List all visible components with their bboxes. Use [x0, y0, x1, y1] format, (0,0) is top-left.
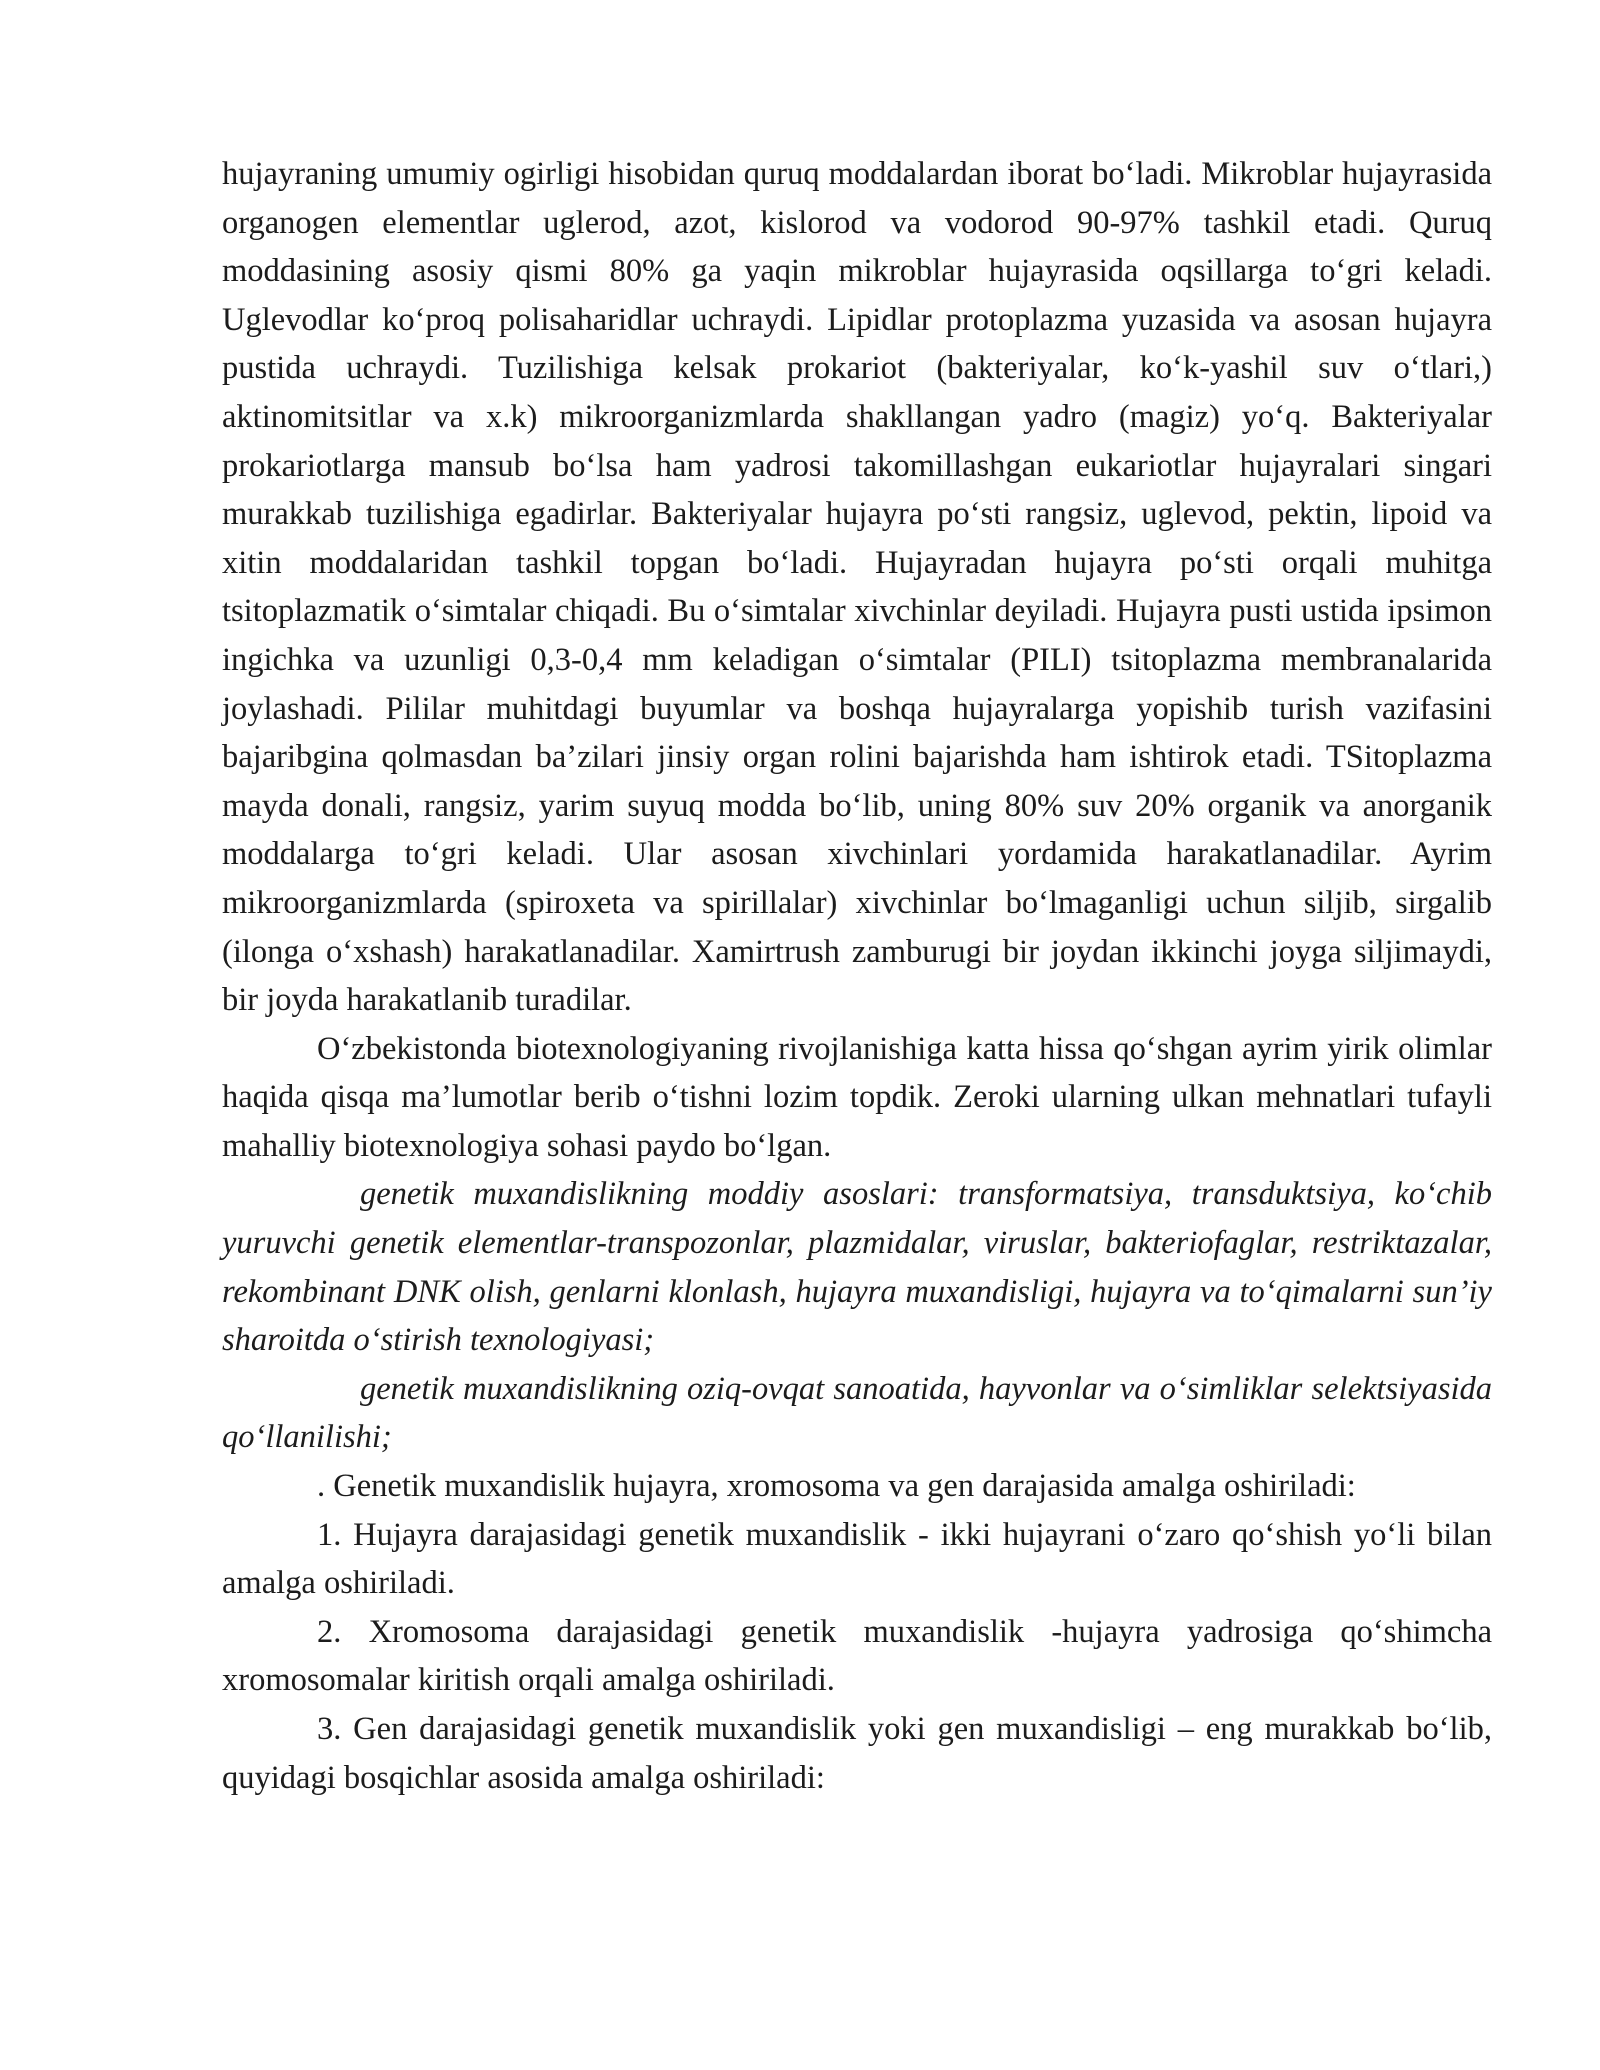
paragraph-genetic-engineering-basics: genetik muxandislikning moddiy asoslari: transformatsiya, transduktsiya, ko‘chib yuruvchi genetik elementlar-transpozonlar, plazmidalar, viruslar, bakteriofaglar, restriktazalar, rekombinant DNK olish, genlarni klonlash, hujayra muxandisligi, hujayra va to‘qimalarni sun’iy sharoitda o‘stirish texnologiyasi; [222, 1176, 1492, 1359]
document-page [222, 150, 1492, 1802]
list-item-chromosome-level: 2. Xromosoma darajasidagi genetik muxandislik -hujayra yadrosiga qo‘shimcha xromosomalar kiritish orqali amalga oshiriladi. [222, 1613, 1492, 1699]
list-item-gene-level: 3. Gen darajasidagi genetik muxandislik yoki gen muxandisligi – eng murakkab bo‘lib, quyidagi bosqichlar asosida amalga oshiriladi: [222, 1711, 1492, 1796]
list-item-cell-level: 1. Hujayra darajasidagi genetik muxandislik - ikki hujayrani o‘zaro qo‘shish yo‘li bilan amalga oshiriladi. [222, 1516, 1492, 1602]
paragraph-genetic-engineering-applications: genetik muxandislikning oziq-ovqat sanoatida, hayvonlar va o‘simliklar selektsiyasida qo‘llanilishi; [222, 1370, 1492, 1456]
paragraph-uzbek-biotechnology: O‘zbekistonda biotexnologiyaning rivojlanishiga katta hissa qo‘shgan ayrim yirik olimlar haqida qisqa ma’lumotlar berib o‘tishni lozim topdik. Zeroki ularning ulkan mehnatlari tufayli mahalliy biotexnologiya sohasi paydo bo‘lgan. [222, 1030, 1492, 1164]
paragraph-genetic-engineering-levels: . Genetik muxandislik hujayra, xromosoma va gen darajasida amalga oshiriladi: [317, 1468, 1356, 1505]
paragraph-microbial-cell-structure: hujayraning umumiy ogirligi hisobidan quruq moddalardan iborat bo‘ladi. Mikroblar hujayrasida organogen elementlar uglerod, azot, kislorod va vodorod 90-97% tashkil etadi. Quruq moddasining asosiy qismi 80% ga yaqin mikroblar hujayrasida oqsillarga to‘gri keladi. Uglevodlar ko‘proq polisaharidlar uchraydi. Lipidlar protoplazma yuzasida va asosan hujayra pustida uchraydi. Tuzilishiga kelsak prokariot (bakteriyalar, ko‘k-yashil suv o‘tlari,) aktinomitsitlar va x.k) mikroorganizmlarda shakllangan yadro (magiz) yo‘q. Bakteriyalar prokariotlarga mansub bo‘lsa ham yadrosi takomillashgan eukariotlar hujayralari singari murakkab tuzilishiga egadirlar. Bakteriyalar hujayra po‘sti rangsiz, uglevod, pektin, lipoid va xitin moddalaridan tashkil topgan bo‘ladi. Hujayradan hujayra po‘sti orqali muhitga tsitoplazmatik o‘simtalar chiqadi. Bu o‘simtalar xivchinlar deyiladi. Hujayra pusti ustida ipsimon ingichka va uzunligi 0,3-0,4 mm keladigan o‘simtalar (PILI) tsitoplazma membranalarida joylashadi. Pililar muhitdagi buyumlar va boshqa hujayralarga yopishib turish vazifasini bajaribgina qolmasdan ba’zilari jinsiy organ rolini bajarishda ham ishtirok etadi. TSitoplazma mayda donali, rangsiz, yarim suyuq modda bo‘lib, uning 80% suv 20% organik va anorganik moddalarga to‘gri keladi. Ular asosan xivchinlari yordamida harakatlanadilar. Ayrim mikroorganizmlarda (spiroxeta va spirillalar) xivchinlar bo‘lmaganligi uchun siljib, sirgalib (ilonga o‘xshash) harakatlanadilar. Xamirtrush zamburugi bir joydan ikkinchi joyga siljimaydi, bir joyda harakatlanib turadilar. [222, 156, 1492, 1019]
